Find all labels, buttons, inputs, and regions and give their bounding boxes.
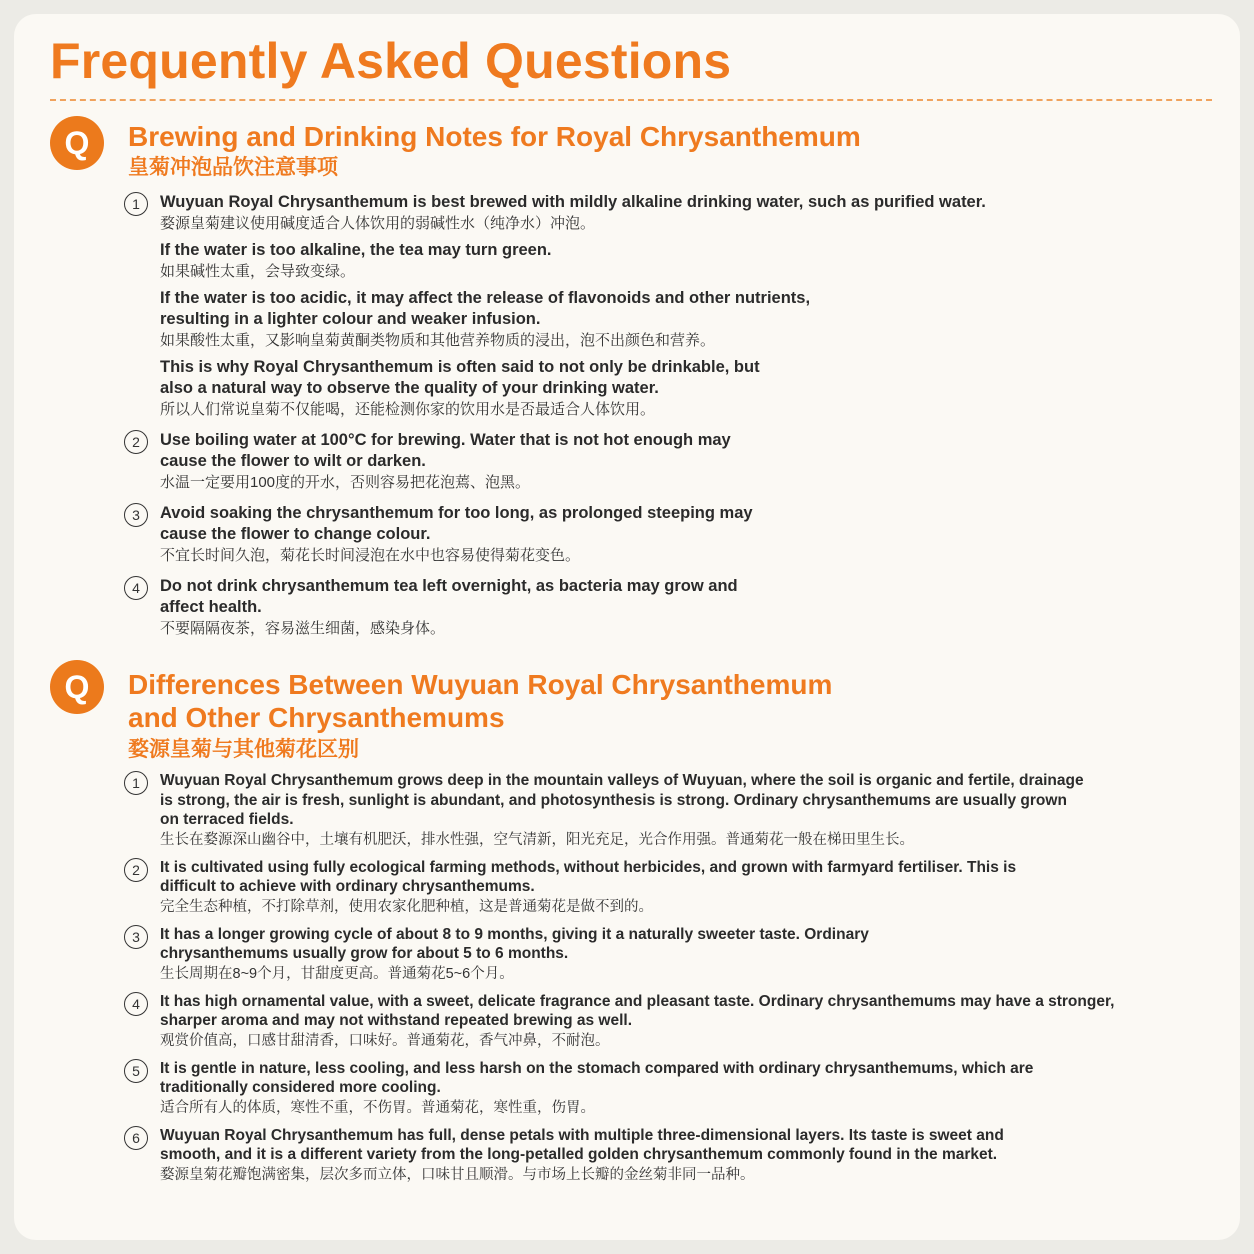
section2-subtitle: 婺源皇菊与其他菊花区别	[128, 738, 359, 761]
list-item	[124, 992, 1120, 1051]
item-text-zh: 如果酸性太重，又影响皇菊黄酮类物质和其他营养物质的浸出，泡不出颜色和营养。	[160, 332, 716, 349]
circled-number: 1	[124, 192, 148, 216]
section1-list	[124, 192, 1224, 649]
circled-number: 4	[124, 576, 148, 600]
section2-title-line2: and Other Chrysanthemums	[128, 702, 505, 733]
circled-number: 2	[124, 430, 148, 454]
item-text-zh: 不宜长时间久泡，菊花长时间浸泡在水中也容易使得菊花变色。	[160, 547, 581, 564]
item-text-zh: 所以人们常说皇菊不仅能喝，还能检测你家的饮用水是否最适合人体饮用。	[160, 401, 656, 418]
dashed-divider	[50, 99, 1212, 101]
circled-number: 5	[124, 1059, 148, 1083]
item-text-en: It is gentle in nature, less cooling, and less harsh on the stomach compared with ordinary chrysanthemums, which are traditionally considered more cooling.	[160, 1059, 1034, 1096]
circled-number: 4	[124, 992, 148, 1016]
section2-title	[128, 668, 832, 734]
item-text-en: Use boiling water at 100°C for brewing. Water that is not hot enough may cause the flower to wilt or darken.	[160, 431, 731, 470]
list-item	[124, 925, 900, 984]
list-item	[124, 192, 1224, 420]
q-badge-icon: Q	[50, 116, 104, 170]
list-item	[124, 503, 780, 566]
item-text-zh: 婺源皇菊建议使用碱度适合人体饮用的弱碱性水（纯净水）冲泡。	[160, 215, 596, 232]
item-text-en: Wuyuan Royal Chrysanthemum has full, dense petals with multiple three-dimensional layers. Its taste is sweet and smooth, and it is a different variety from the long-petalled golden chrysanthemum commonly found in the market.	[160, 1126, 1004, 1163]
section2-list	[124, 771, 1224, 1193]
list-item	[124, 430, 740, 493]
item-text-en: This is why Royal Chrysanthemum is often said to not only be drinkable, but also a natural way to observe the quality of your drinking water.	[160, 358, 760, 397]
item-text-zh: 婺源皇菊花瓣饱满密集，层次多而立体，口味甘且顺滑。与市场上长瓣的金丝菊非同一品种。	[160, 1166, 755, 1183]
list-item	[124, 771, 1090, 850]
circled-number: 2	[124, 858, 148, 882]
item-text-zh: 适合所有人的体质，寒性不重，不伤胃。普通菊花，寒性重，伤胃。	[160, 1099, 595, 1116]
item-text-zh: 水温一定要用100度的开水，否则容易把花泡蔫、泡黑。	[160, 474, 531, 491]
item-text-zh: 观赏价值高，口感甘甜清香，口味好。普通菊花，香气冲鼻，不耐泡。	[160, 1032, 610, 1049]
q-badge-icon: Q	[50, 660, 104, 714]
item-text-en: It has high ornamental value, with a sweet, delicate fragrance and pleasant taste. Ordinary chrysanthemums may have a stronger, sharper aroma and may not withstand repeated brewing as well.	[160, 992, 1115, 1029]
circled-number: 6	[124, 1126, 148, 1150]
item-text-zh: 生长在婺源深山幽谷中，土壤有机肥沃，排水性强，空气清新，阳光充足，光合作用强。普通菊花一般在梯田里生长。	[160, 831, 914, 848]
item-text-en: Wuyuan Royal Chrysanthemum is best brewed with mildly alkaline drinking water, such as purified water.	[160, 193, 986, 211]
circled-number: 3	[124, 925, 148, 949]
list-item	[124, 858, 1060, 917]
item-text-en: Wuyuan Royal Chrysanthemum grows deep in the mountain valleys of Wuyuan, where the soil is organic and fertile, drainage is strong, the air is fresh, sunlight is abundant, and photosynthesis is strong. Ordinary chrysanthemums are usually grown on terraced fields.	[160, 772, 1084, 828]
item-text-zh: 如果碱性太重，会导致变绿。	[160, 263, 356, 280]
list-item	[124, 576, 780, 639]
section1-subtitle: 皇菊冲泡品饮注意事项	[128, 156, 338, 179]
circled-number: 3	[124, 503, 148, 527]
item-text-en: It is cultivated using fully ecological farming methods, without herbicides, and grown with farmyard fertiliser. This is difficult to achieve with ordinary chrysanthemums.	[160, 858, 1017, 895]
item-text-en: If the water is too acidic, it may affect the release of flavonoids and other nutrients, resulting in a lighter colour and weaker infusion.	[160, 289, 811, 328]
item-text-en: Do not drink chrysanthemum tea left overnight, as bacteria may grow and affect health.	[160, 577, 738, 616]
item-text-zh: 生长周期在8~9个月，甘甜度更高。普通菊花5~6个月。	[160, 965, 514, 982]
item-text-en: Avoid soaking the chrysanthemum for too long, as prolonged steeping may cause the flower to change colour.	[160, 504, 753, 543]
item-text-en: It has a longer growing cycle of about 8 to 9 months, giving it a naturally sweeter taste. Ordinary chrysanthemums usually grow for about 5 to 6 months.	[160, 925, 869, 962]
item-text-en: If the water is too alkaline, the tea may turn green.	[160, 241, 552, 259]
item-text-zh: 不要隔隔夜茶，容易滋生细菌，感染身体。	[160, 620, 446, 637]
faq-card	[14, 14, 1240, 1240]
page-title: Frequently Asked Questions	[50, 33, 732, 89]
section2-title-line1: Differences Between Wuyuan Royal Chrysanthemum	[128, 669, 833, 700]
list-item	[124, 1126, 1060, 1185]
list-item	[124, 1059, 1060, 1118]
circled-number: 1	[124, 771, 148, 795]
section1-title: Brewing and Drinking Notes for Royal Chrysanthemum	[128, 121, 861, 152]
item-text-zh: 完全生态种植，不打除草剂，使用农家化肥种植，这是普通菊花是做不到的。	[160, 898, 653, 915]
